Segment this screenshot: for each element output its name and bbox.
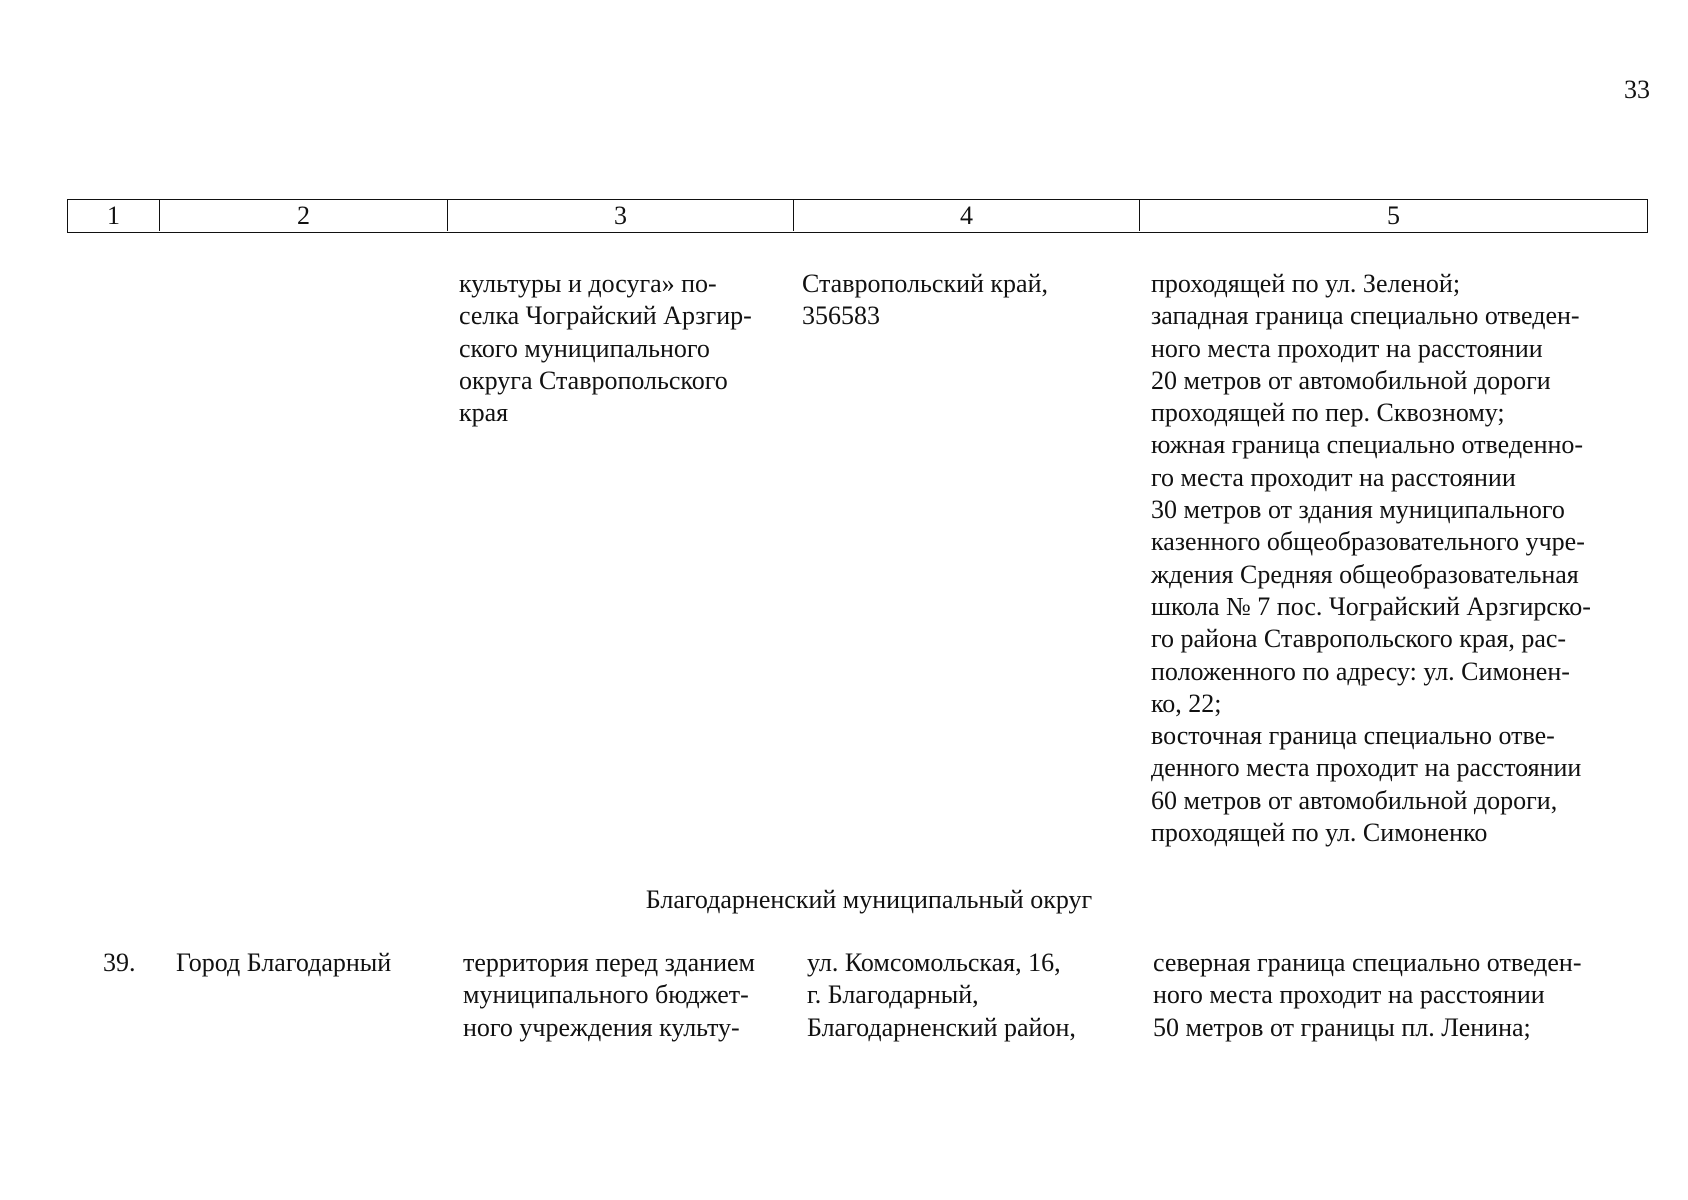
text-line: ного места проходит на расстоянии bbox=[1151, 333, 1543, 363]
text-line: ского муниципального bbox=[459, 333, 710, 363]
text-line: положенного по адресу: ул. Симонен- bbox=[1151, 656, 1570, 686]
text-line: 60 метров от автомобильной дороги, bbox=[1151, 785, 1558, 815]
continuation-institution-name bbox=[459, 268, 782, 429]
entry-number: 39. bbox=[103, 948, 136, 977]
text-line: муниципального бюджет- bbox=[463, 980, 749, 1010]
text-line: проходящей по ул. Зеленой; bbox=[1151, 269, 1461, 298]
page-number: 33 bbox=[1624, 75, 1650, 104]
entry-boundaries bbox=[1153, 947, 1641, 1044]
text-line: края bbox=[459, 398, 509, 428]
text-line: западная граница специально отведен- bbox=[1151, 301, 1580, 331]
text-line: ул. Комсомольская, 16, bbox=[807, 948, 1061, 977]
text-line: 20 метров от автомобильной дороги bbox=[1151, 365, 1551, 395]
text-line: культуры и досуга» по- bbox=[459, 269, 717, 298]
text-line: территория перед зданием bbox=[463, 948, 755, 977]
text-line: проходящей по ул. Симоненко bbox=[1151, 818, 1488, 848]
text-line: школа № 7 пос. Чограйский Арзгирско- bbox=[1151, 591, 1591, 621]
text-line: го места проходит на расстоянии bbox=[1151, 462, 1516, 492]
text-line: Благодарненский район, bbox=[807, 1012, 1076, 1042]
column-number-3: 3 bbox=[447, 200, 793, 231]
text-line: восточная граница специально отве- bbox=[1151, 721, 1555, 751]
text-line: ного места проходит на расстоянии bbox=[1153, 980, 1545, 1010]
text-line: Ставропольский край, bbox=[802, 269, 1048, 298]
column-number-2: 2 bbox=[159, 200, 447, 231]
text-line: 356583 bbox=[802, 301, 880, 331]
text-line: казенного общеобразовательного учре- bbox=[1151, 527, 1585, 557]
text-line: ко, 22; bbox=[1151, 688, 1222, 718]
text-line: денного места проходит на расстоянии bbox=[1151, 753, 1582, 783]
entry-institution-name bbox=[463, 947, 786, 1044]
entry-address bbox=[807, 947, 1107, 1044]
text-line: округа Ставропольского bbox=[459, 365, 728, 395]
text-line: ждения Средняя общеобразовательная bbox=[1151, 559, 1579, 589]
section-title: Благодарненский муниципальный округ bbox=[645, 885, 1093, 914]
text-line: ного учреждения культу- bbox=[463, 1012, 740, 1042]
text-line: южная граница специально отведенно- bbox=[1151, 430, 1584, 460]
text-line: северная граница специально отведен- bbox=[1153, 948, 1582, 977]
text-line: го района Ставропольского края, рас- bbox=[1151, 624, 1567, 654]
table-column-header bbox=[67, 199, 1648, 233]
text-line: 30 метров от здания муниципального bbox=[1151, 495, 1565, 525]
continuation-boundaries bbox=[1151, 268, 1639, 849]
text-line: г. Благодарный, bbox=[807, 980, 979, 1010]
text-line: 50 метров от границы пл. Ленина; bbox=[1153, 1012, 1531, 1042]
text-line: селка Чограйский Арзгир- bbox=[459, 301, 752, 331]
entry-locality: Город Благодарный bbox=[176, 948, 392, 977]
text-line: проходящей по пер. Сквозному; bbox=[1151, 398, 1505, 428]
column-number-5: 5 bbox=[1139, 200, 1647, 231]
column-number-1: 1 bbox=[107, 201, 120, 230]
column-number-4: 4 bbox=[793, 200, 1139, 231]
continuation-address bbox=[802, 268, 1102, 333]
